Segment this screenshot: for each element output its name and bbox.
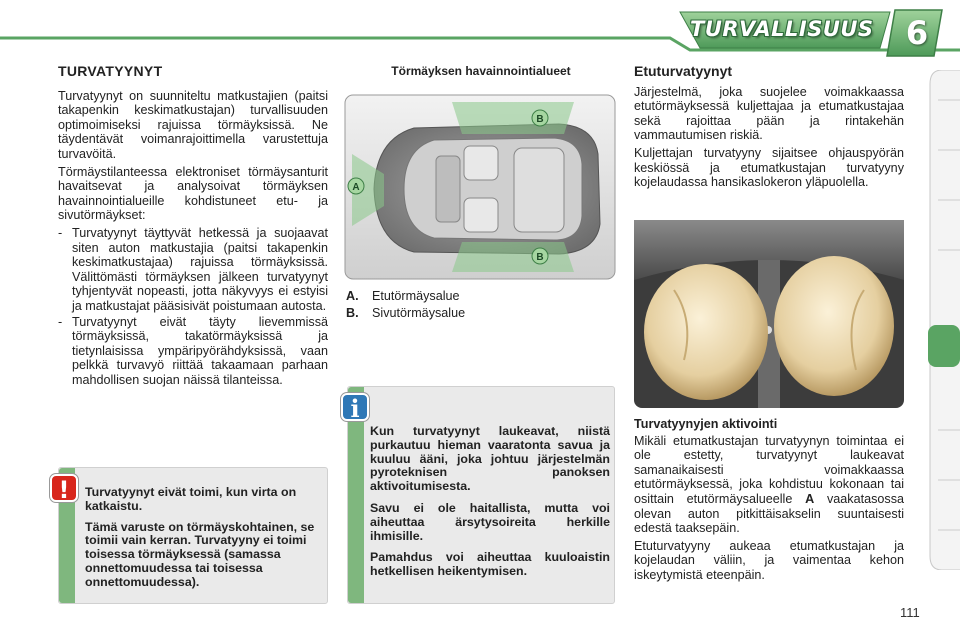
zone-b-label: B [536, 114, 544, 125]
info-icon: i [341, 393, 369, 421]
front-airbag-paragraph: Kuljettajan turvatyyny sijaitsee ohjauspyörän keskiössä ja etumatkustajan turvatyyny kojelaudassa hansikaslokeron yläpuolella. [634, 145, 904, 190]
zone-a-label: A [352, 182, 360, 193]
chapter-number: 6 [905, 14, 929, 52]
activation-column [634, 417, 904, 586]
list-item: - Turvatyynyt eivät täyty lievemmissä törmäyksissä, takatörmäyksissä ja tietynlaisissa ympäripyörähdyksissä, vaan pelkkä turvavyö riittää takaamaan parhaan mahdollisen suojan näissä tilanteissa. [58, 314, 328, 387]
warning-box [58, 467, 328, 604]
info-box [347, 386, 615, 604]
front-airbag-paragraph: Järjestelmä, joka suojelee voimakkaassa etutörmäyksessä kuljettajaa ja etumatkustajaa sekä rajoittaa pään ja rintakehän vammautumisen riskiä. [634, 84, 904, 143]
figure-title: Törmäyksen havainnointialueet [391, 64, 571, 78]
warning-text: Turvatyynyt eivät toimi, kun virta on katkaistu. [85, 485, 297, 513]
info-text: Savu ei ole haitallista, mutta voi aiheuttaa ärsytysoireita herkille ihmisille. [370, 500, 610, 543]
car-diagram [344, 94, 616, 280]
left-column [58, 64, 328, 388]
subsection-title: Turvatyynyjen aktivointi [634, 417, 778, 431]
warning-icon: ! [50, 474, 78, 502]
intro-paragraph: Turvatyynyt on suunniteltu matkustajien (paitsi takapenkin keskimatkustajan) turvallisuuden optimoimiseksi rajuissa törmäyksissä. Ne täydentävät voimanrajoittimella varustettuja turvavöitä. [58, 88, 328, 161]
page-number: 111 [900, 605, 920, 620]
activation-paragraph: Etuturvatyyny aukeaa etumatkustajan ja kojelaudan väliin, ja vaimentaa kehon iskeytymistä eteenpäin. [634, 538, 904, 582]
info-text: Kun turvatyynyt laukeavat, niistä purkautuu hieman vaaratonta savua ja kuuluu ääni, joka johtuu järjestelmän pyroteknisen panoksen aktivoitumisesta. [370, 424, 610, 494]
warning-text: Tämä varuste on törmäyskohtainen, se toimii vain kerran. Turvatyyny ei toimi toisessa törmäyksessä (samassa onnettomuudessa tai toisessa onnettomuudessa). [85, 519, 315, 589]
legend-item: B. Sivutörmäysalue [346, 306, 466, 320]
side-tabs[interactable] [928, 70, 960, 570]
airbag-photo [634, 220, 904, 408]
activation-paragraph: Mikäli etumatkustajan turvatyynyn toimintaa ei ole estetty, turvatyynyt laukeavat samanaikaisesti voimakkaassa etutörmäyksessä, joka kohdistuu kokonaan tai osittain etutörmäysalueelle A vaakatasossa olevan auton pitkittäisakselin suuntaisesti edestä taaksepäin. [634, 433, 904, 536]
section-title: TURVATYYNYT [58, 63, 163, 79]
zone-b-label: B [536, 252, 544, 263]
legend-item: A. Etutörmäysalue [346, 289, 460, 303]
list-item: - Turvatyynyt täyttyvät hetkessä ja suojaavat siten auton matkustajia (paitsi takapenkin keskimatkustajaa) rajuissa törmäyksissä. Välittömästi törmäyksen jälkeen turvatyynyt tyhjentyvät nopeasti, jotta näkyvyys ei estyisi ja matkustajat pääsisivät poistumaan autosta. [58, 225, 328, 313]
section-title: Etuturvatyynyt [634, 63, 733, 79]
right-column [634, 64, 904, 193]
chapter-title: TURVALLISUUS [690, 17, 874, 41]
info-text: Pamahdus voi aiheuttaa kuuloaistin hetkellisen heikentymisen. [370, 550, 610, 579]
sensor-paragraph: Törmäystilanteessa elektroniset törmäysanturit havaitsevat ja analysoivat törmäyksen havainnointialueille kohdistuneet etu- ja sivutörmäykset: [58, 164, 328, 223]
